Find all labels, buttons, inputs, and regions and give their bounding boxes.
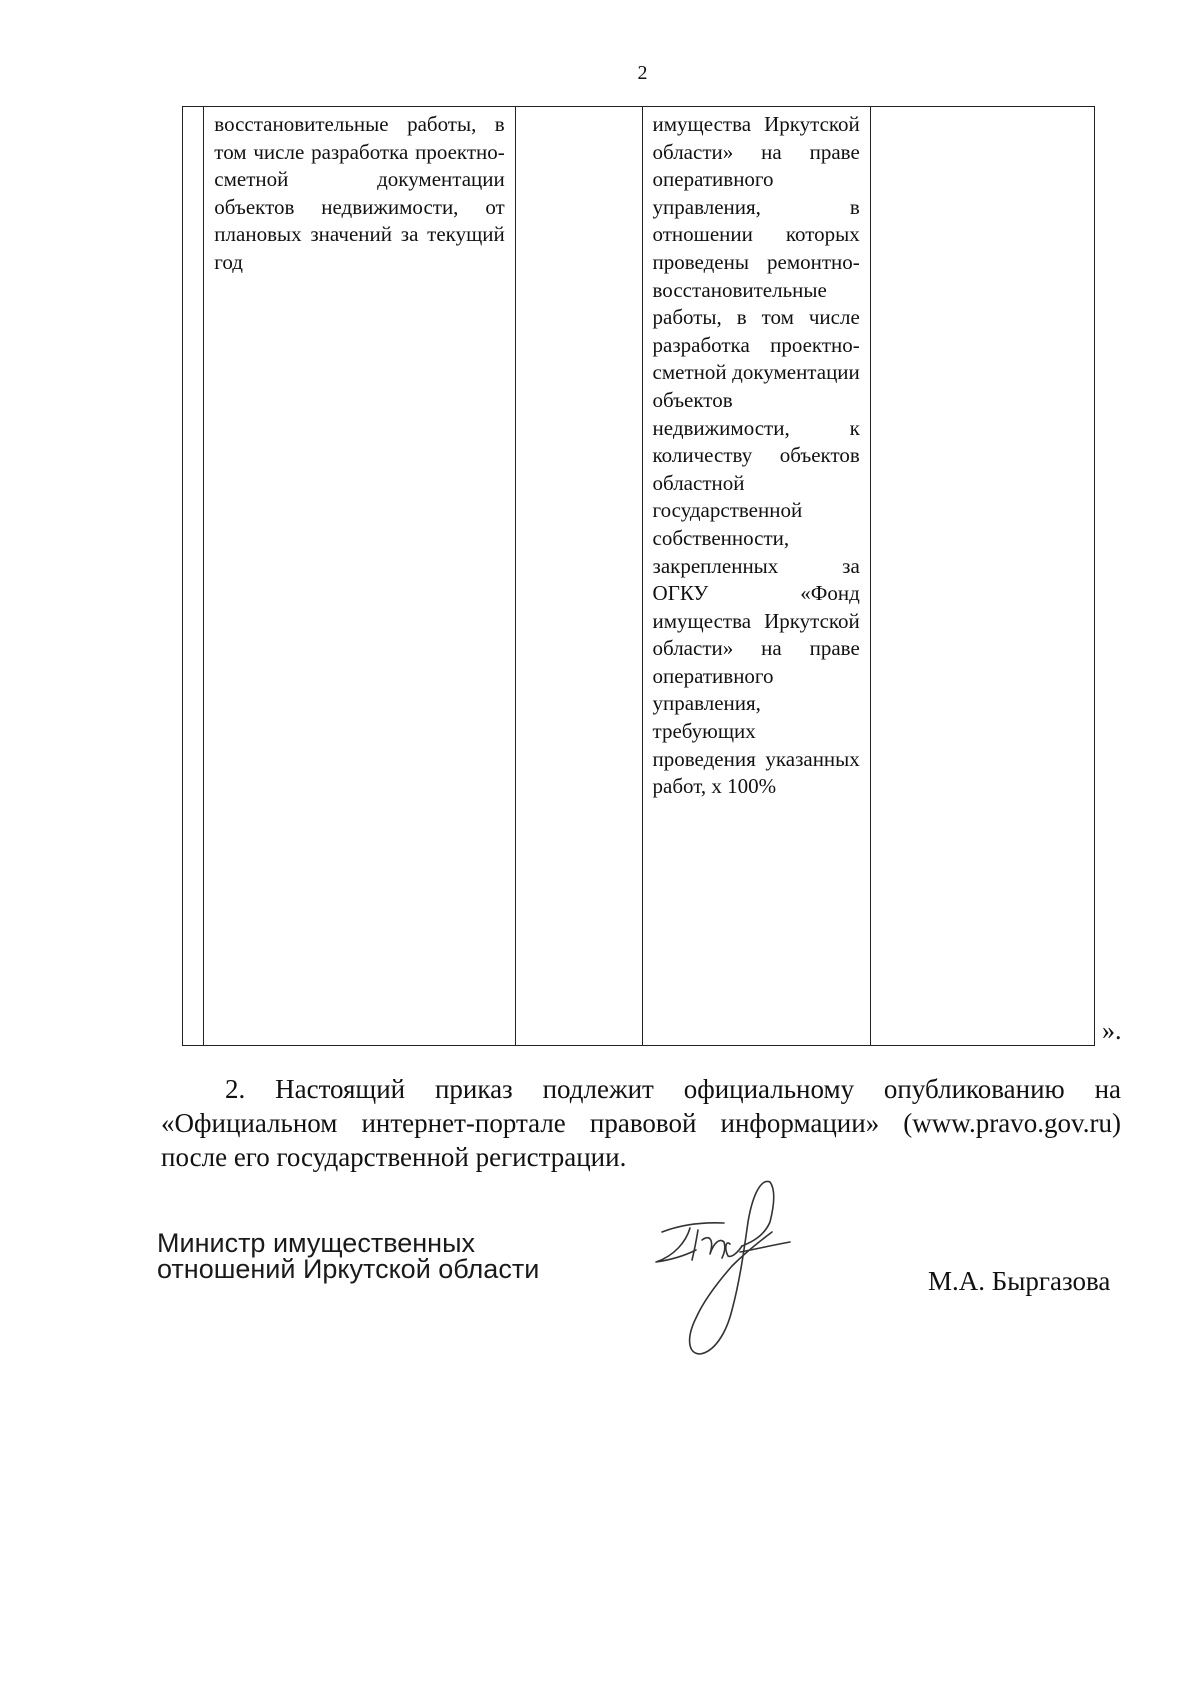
table-cell-indicator: восстановительные работы, в том числе разработка проектно-сметной документации объектов недвижимости, от плановых значений за текущий год	[204, 107, 515, 1046]
signer-title	[157, 1230, 539, 1282]
publication-paragraph: 2. Настоящий приказ подлежит официальному опубликованию на «Официальном интернет-портале правовой информации» (www.pravo.gov.ru) после его государственной регистрации.	[161, 1074, 1121, 1172]
signer-title-line: Министр имущественных	[157, 1228, 475, 1258]
signer-name: М.А. Быргазова	[928, 1266, 1111, 1296]
table-cell-formula: имущества Иркутской области» на праве оперативного управления, в отношении которых проведены ремонтно-восстановительные работы, в том числе разработка проектно-сметной документации объектов недвижимости, к количеству объектов областной государственной собственности, закрепленных за ОГКУ «Фонд имущества Иркутской области» на праве оперативного управления, требующих проведения указанных работ, х 100%	[642, 107, 870, 1046]
table-row	[183, 107, 1095, 1046]
page-number: 2	[637, 62, 648, 84]
handwritten-signature-icon	[640, 1170, 860, 1370]
signer-title-line: отношений Иркутской области	[157, 1254, 540, 1284]
closing-quote: ».	[1102, 1016, 1122, 1045]
table-cell-number	[183, 107, 204, 1046]
table-cell-source	[870, 107, 1094, 1046]
continuation-table	[182, 106, 1095, 1046]
table-cell-unit	[515, 107, 642, 1046]
